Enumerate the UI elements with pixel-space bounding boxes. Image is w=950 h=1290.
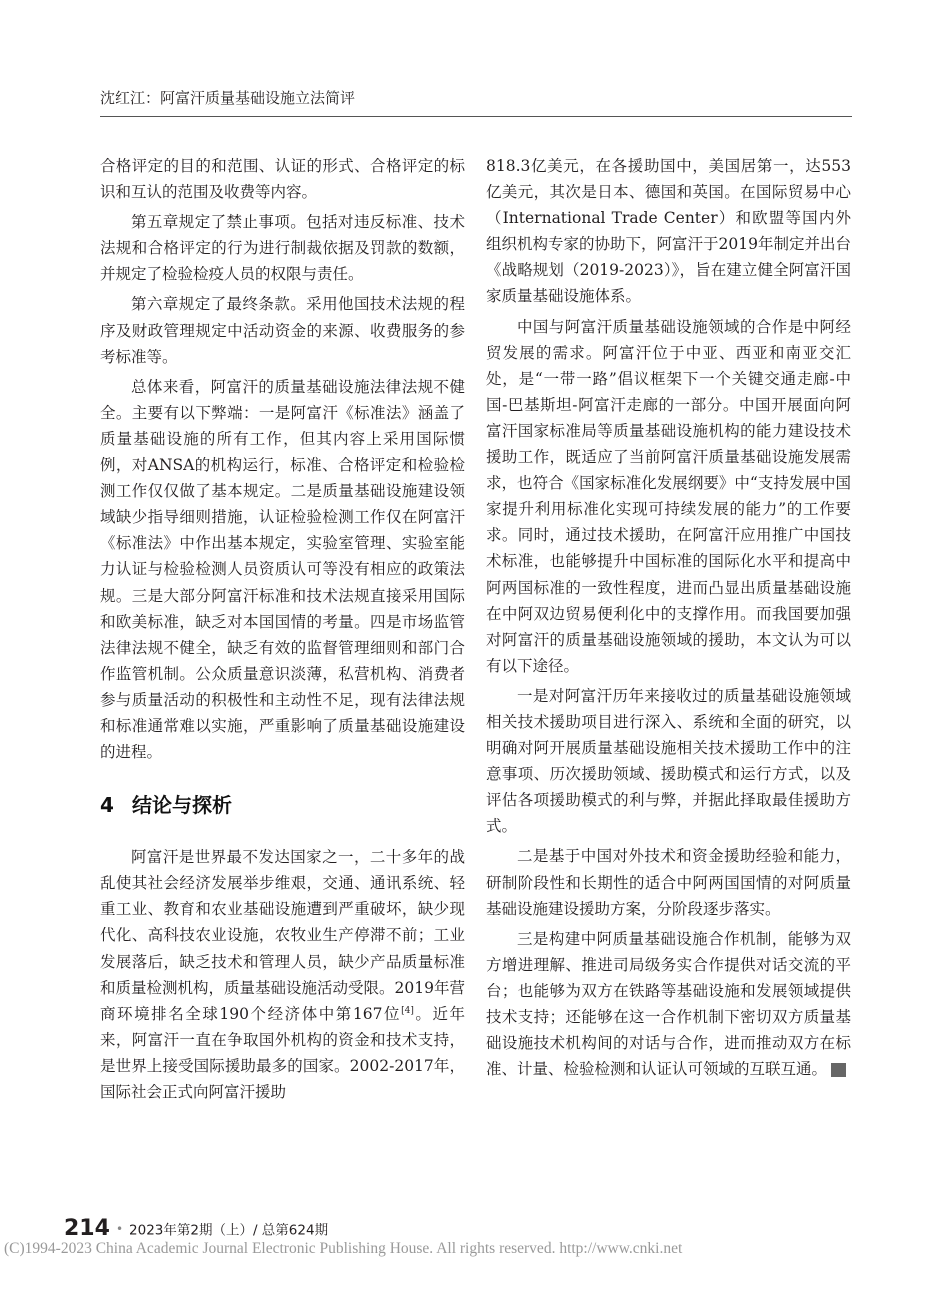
section-title: 结论与探析 (132, 793, 232, 818)
left-column (100, 153, 465, 1105)
paragraph-text: 。近年来，阿富汗一直在争取国外机构的资金和技术支持，是世界上接受国际援助最多的国家。2002-2017年，国际社会正式向阿富汗援助 (100, 1004, 465, 1101)
paragraph: 中国与阿富汗质量基础设施领域的合作是中阿经贸发展的需求。阿富汗位于中亚、西亚和南亚交汇处，是“一带一路”倡议框架下一个关键交通走廊-中国-巴基斯坦-阿富汗走廊的一部分。中国开展面向阿富汗国家标准局等质量基础设施机构的能力建设技术援助工作，既适应了当前阿富汗质量基础设施发展需求，也符合《国家标准化发展纲要》中“支持发展中国家提升利用标准化实现可持续发展的能力”的工作要求。同时，通过技术援助，在阿富汗应用推广中国技术标准，也能够提升中国标准的国际化水平和提高中阿两国标准的一致性程度，进而凸显出质量基础设施在中阿双边贸易便利化中的支撑作用。而我国要加强对阿富汗的质量基础设施领域的援助，本文认为可以有以下途径。 (486, 317, 851, 675)
paragraph: 二是基于中国对外技术和资金援助经验和能力，研制阶段性和长期性的适合中阿两国国情的对阿质量基础设施建设援助方案，分阶段逐步落实。 (486, 847, 851, 918)
citation-ref: [4] (401, 1005, 414, 1016)
paragraph: 第六章规定了最终条款。采用他国技术法规的程序及财政管理规定中活动资金的来源、收费服务的参考标准等。 (100, 295, 465, 366)
paragraph: 一是对阿富汗历年来接收过的质量基础设施领域相关技术援助项目进行深入、系统和全面的研究，以明确对阿开展质量基础设施相关技术援助工作中的注意事项、历次援助领域、援助模式和运行方式，以及评估各项援助模式的利与弊，并据此择取最佳援助方式。 (486, 686, 851, 836)
copyright-notice: (C)1994-2023 China Academic Journal Electronic Publishing House. All rights reserved. http://www.cnki.net (4, 1240, 683, 1257)
running-title: 沈红江：阿富汗质量基础设施立法简评 (100, 89, 356, 107)
section-number: 4 (100, 793, 114, 818)
paragraph-text: 三是构建中阿质量基础设施合作机制，能够为双方增进理解、推进司局级务实合作提供对话交流的平台；也能够为双方在铁路等基础设施和发展领域提供技术支持；还能够在这一合作机制下密切双方质量基础设施技术机构间的对话与合作，进而推动双方在标准、计量、检验检测和认证认可领域的互联互通。 (486, 929, 851, 1079)
section-heading (100, 790, 465, 820)
paragraph (486, 926, 872, 1083)
running-header (100, 88, 852, 117)
paragraph: 818.3亿美元，在各援助国中，美国居第一，达553亿美元，其次是日本、德国和英国。在国际贸易中心（International Trade Center）和欧盟等国内外组织机构专家的协助下，阿富汗于2019年制定并出台《战略规划（2019-2023）》，旨在建立健全阿富汗国家质量基础设施体系。 (486, 157, 851, 306)
paragraph-text: 阿富汗是世界最不发达国家之一，二十多年的战乱使其社会经济发展举步维艰，交通、通讯系统、轻重工业、教育和农业基础设施遭到严重破坏，缺少现代化、高科技农业设施，农牧业生产停滞不前；工业发展落后，缺乏技术和管理人员，缺少产品质量标准和质量检测机构，质量基础设施活动受限。2019年营商环境排名全球190个经济体中第167位 (100, 848, 465, 1023)
page-footer (64, 1216, 864, 1241)
paragraph (100, 844, 465, 1105)
paragraph: 合格评定的目的和范围、认证的形式、合格评定的标识和互认的范围及收费等内容。 (100, 157, 465, 202)
paragraph: 第五章规定了禁止事项。包括对违反标准、技术法规和合格评定的行为进行制裁依据及罚款的数额，并规定了检验检疫人员的权限与责任。 (100, 213, 465, 284)
page-number: 214 (64, 1216, 110, 1241)
paragraph: 总体来看，阿富汗的质量基础设施法律法规不健全。主要有以下弊端：一是阿富汗《标准法》涵盖了质量基础设施的所有工作，但其内容上采用国际惯例，对ANSA的机构运行，标准、合格评定和检验检测工作仅仅做了基本规定。二是质量基础设施建设领域缺少指导细则措施，认证检验检测工作仅在阿富汗《标准法》中作出基本规定，实验室管理、实验室能力认证与检验检测人员资质认可等没有相应的政策法规。三是大部分阿富汗标准和技术法规直接采用国际和欧美标准，缺乏对本国国情的考量。四是市场监管法律法规不健全，缺乏有效的监督管理细则和部门合作监管机制。公众质量意识淡薄，私营机构、消费者参与质量活动的积极性和主动性不足，现有法律法规和标准通常难以实施，严重影响了质量基础设施建设的进程。 (100, 377, 465, 762)
issue-info: 2023年第2期（上）/ 总第624期 (129, 1222, 329, 1239)
right-column (486, 153, 872, 1082)
footer-separator: • (115, 1221, 124, 1236)
end-of-article-icon: ◪ (831, 1063, 846, 1077)
